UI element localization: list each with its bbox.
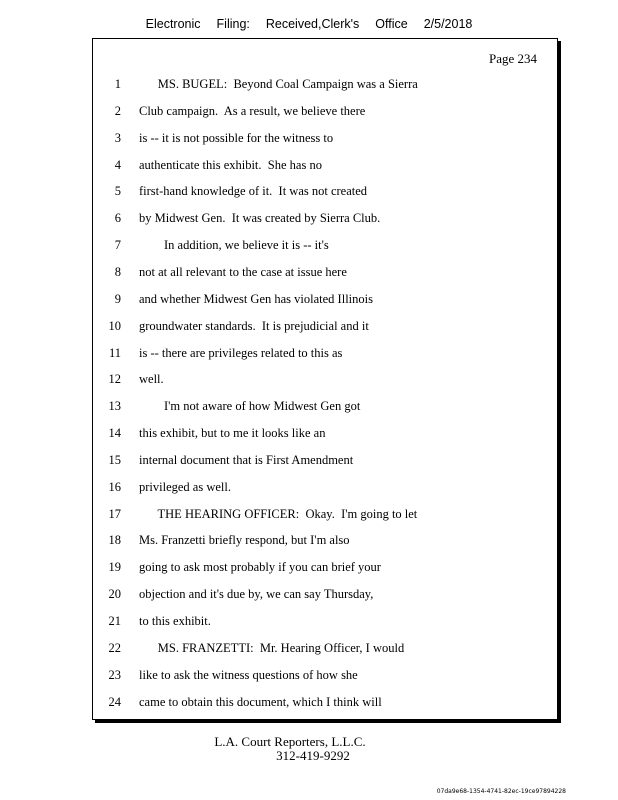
line-text: like to ask the witness questions of how she [139, 667, 358, 682]
transcript-line [93, 155, 557, 175]
line-number: 7 [114, 238, 121, 253]
line-number: 19 [108, 560, 121, 575]
transcript-line [93, 343, 557, 363]
line-number: 18 [108, 533, 121, 548]
transcript-line [93, 584, 557, 604]
line-text: internal document that is First Amendment [139, 452, 354, 467]
line-text: MS. FRANZETTI: Mr. Hearing Officer, I would [139, 640, 405, 655]
line-text: objection and it's due by, we can say Thursday, [139, 587, 374, 602]
line-number: 10 [108, 318, 121, 333]
line-text: privileged as well. [139, 479, 231, 494]
transcript-line [93, 530, 557, 550]
line-number: 23 [108, 667, 121, 682]
line-text: Ms. Franzetti briefly respond, but I'm also [139, 533, 350, 548]
transcript-line [93, 423, 557, 443]
line-number: 6 [114, 211, 121, 226]
line-number: 13 [108, 399, 121, 414]
transcript-line [93, 369, 557, 389]
line-number: 12 [108, 372, 121, 387]
page-number: Page 234 [488, 51, 537, 66]
transcript-line [93, 504, 557, 524]
line-text: well. [139, 372, 164, 387]
transcript-line [93, 638, 557, 658]
line-text: this exhibit, but to me it looks like an [139, 426, 326, 441]
transcript-line [93, 611, 557, 631]
line-text: and whether Midwest Gen has violated Illinois [139, 291, 373, 306]
footer-phone: 312-419-9292 [276, 748, 350, 763]
line-text: first-hand knowledge of it. It was not created [139, 184, 368, 199]
line-text: is -- there are privileges related to this as [139, 345, 343, 360]
line-number: 24 [108, 694, 121, 709]
line-text: by Midwest Gen. It was created by Sierra Club. [139, 211, 381, 226]
line-text: Club campaign. As a result, we believe there [139, 103, 366, 118]
line-text: groundwater standards. It is prejudicial and it [139, 318, 369, 333]
filing-stamp-word: Office [375, 17, 408, 31]
line-number: 20 [108, 587, 121, 602]
transcript-line [93, 477, 557, 497]
filing-stamp-word: Received,Clerk's [265, 17, 360, 31]
filing-stamp-header [0, 17, 618, 31]
transcript-line [93, 665, 557, 685]
line-text: not at all relevant to the case at issue here [139, 264, 347, 279]
line-text: came to obtain this document, which I think will [139, 694, 382, 709]
line-number: 4 [114, 157, 121, 172]
line-number: 1 [114, 77, 121, 91]
line-number: 9 [114, 291, 121, 306]
line-text: THE HEARING OFFICER: Okay. I'm going to let [139, 506, 418, 521]
line-text: authenticate this exhibit. She has no [139, 157, 322, 172]
line-number: 3 [114, 130, 121, 145]
transcript-line [93, 235, 557, 255]
line-number: 14 [108, 426, 121, 441]
line-text: I'm not aware of how Midwest Gen got [139, 399, 361, 414]
transcript-line [93, 262, 557, 282]
transcript-line [93, 557, 557, 577]
line-number: 8 [114, 264, 121, 279]
transcript-line [93, 316, 557, 336]
filing-stamp-word: Electronic [145, 17, 201, 31]
line-number: 2 [114, 103, 121, 118]
filing-stamp-word: Filing: [216, 17, 250, 31]
transcript-line [93, 692, 557, 712]
line-text: is -- it is not possible for the witness to [139, 130, 334, 145]
line-number: 22 [108, 640, 121, 655]
transcript-line [93, 101, 557, 121]
line-text: to this exhibit. [139, 614, 211, 628]
transcript-line [93, 396, 557, 416]
transcript-line [93, 128, 557, 148]
transcript-line [93, 181, 557, 201]
transcript-line [93, 450, 557, 470]
footer-company: L.A. Court Reporters, L.L.C. [214, 734, 366, 749]
line-number: 11 [108, 345, 121, 360]
filing-stamp-date: 2/5/2018 [423, 17, 473, 31]
line-number: 17 [108, 506, 121, 521]
line-text: going to ask most probably if you can brief your [139, 560, 381, 575]
line-number: 5 [114, 184, 121, 199]
transcript-page [92, 38, 558, 720]
line-number: 16 [108, 479, 121, 494]
line-text: MS. BUGEL: Beyond Coal Campaign was a Sierra [139, 77, 418, 91]
line-number: 21 [108, 614, 121, 628]
line-text: In addition, we believe it is -- it's [139, 238, 329, 253]
document-id: 07da9e68-1354-4741-82ec-19ce97894228 [436, 788, 566, 795]
transcript-line [93, 208, 557, 228]
transcript-line [93, 74, 557, 94]
transcript-line [93, 289, 557, 309]
line-number: 15 [108, 452, 121, 467]
